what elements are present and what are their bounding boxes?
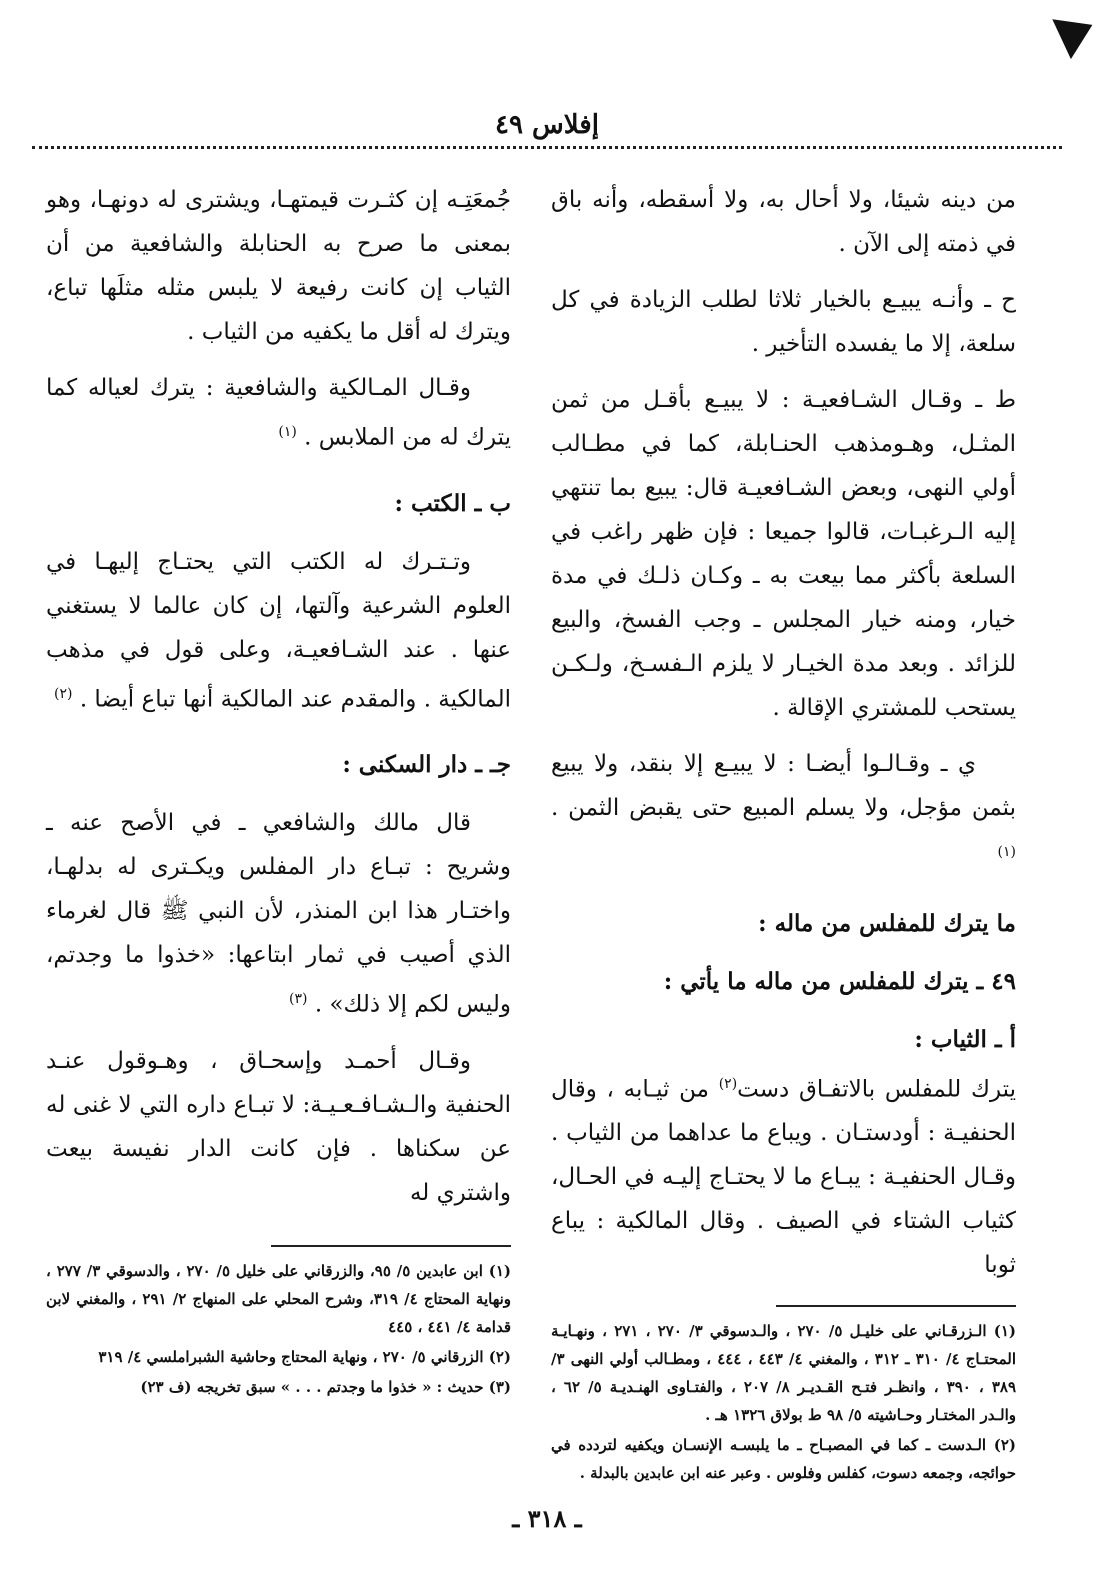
left-column	[46, 178, 511, 1403]
paragraph: ح ـ وأنـه يبيـع بالخيار ثلاثا لطلب الزيادة في كل سلعة، إلا ما يفسده التأخير .	[551, 287, 1016, 357]
paragraph: ط ـ وقـال الشـافعيـة : لا يبيـع بأقـل من ثمن المثـل، وهـومذهب الحنـابلة، كما في مطـالب أولي النهى، وبعض الشـافعيـة قال: يبيع بما تنتهي إليه الـرغبـات، قالوا جميعا : فإن ظهر راغب في السلعة بأكثر مما بيعت به ـ وكـان ذلـك في مدة خيار، ومنه خيار المجلس ـ وجب الفسخ، والبيع للزائد . وبعد مدة الخيـار لا يلزم الـفسـخ، ولـكـن يستحب للمشتري الإقالة .	[551, 387, 1016, 721]
section-heading: ٤٩ ـ يترك للمفلس من ماله ما يأتي :	[663, 967, 1016, 995]
paragraph: وقـال أحمـد وإسحـاق ، وهـوقول عنـد الحنفية والـشـافـعـيـة: لا تبـاع داره التي لا غنى له عن سكناها . فإن كانت الدار نفيسة بيعت واشتري له	[46, 1047, 511, 1206]
paragraph	[551, 742, 1016, 880]
page-number: ـ ٣١٨ ـ	[512, 1504, 582, 1533]
footnote-ref: (٣)	[289, 991, 308, 1008]
paragraph-text: ي ـ وقـالـوا أيضـا : لا يبيـع إلا بنقد، ولا يبيع بثمن مؤجل، ولا يسلم المبيع حتى يقبض الثمن .	[551, 751, 1016, 821]
right-column	[551, 178, 1016, 1489]
paragraph	[46, 540, 511, 722]
paragraph-text: يترك للمفلس بالاتفـاق دست	[737, 1076, 1017, 1103]
paragraph	[46, 801, 511, 1027]
paragraph-text: وتـتـرك له الكتب التي يحتـاج إليهـا في العلوم الشرعية وآلتها، إن كان عالما لا يستغني عنها . عند الشـافعيـة، وعلى قول في مذهب المالكية . والمقدم عند المالكية أنها تباع أيضا .	[46, 548, 511, 713]
section-heading: ما يترك للمفلس من ماله :	[758, 909, 1016, 937]
footnote-ref: (١)	[278, 424, 297, 440]
paragraph: من دينه شيئا، ولا أحال به، ولا أسقطه، وأنه باق في ذمته إلى الآن .	[551, 187, 1016, 257]
footnote-ref: (٢)	[718, 1075, 738, 1092]
paragraph-text: قال مالك والشافعي ـ في الأصح عنه ـ وشريح : تبـاع دار المفلس ويكـترى له بدلهـا، واختـار هذا ابن المنذر، لأن النبي ﷺ قال لغرماء الذي أصيب في ثمار ابتاعها: «خذوا ما وجدتم، وليس لكم إلا ذلك» .	[46, 810, 511, 1018]
section-heading: جـ ـ دار السكنى :	[342, 751, 511, 779]
section-heading: ب ـ الكتب :	[394, 489, 511, 517]
footnote-divider	[271, 1245, 511, 1247]
paragraph: جُمعَتِـه إن كثـرت قيمتهـا، ويشترى له دونهـا، وهو بمعنى ما صرح به الحنابلة والشافعية من أن الثياب إن كانت رفيعة لا يلبس مثله مثلَها تباع، ويترك له أقل ما يكفيه من الثياب .	[46, 187, 511, 345]
header-divider	[32, 146, 1062, 149]
footnote: (١) ابن عابدين ٥/ ٩٥، والزرقاني على خليل ٥/ ٢٧٠ ، والدسوقي ٣/ ٢٧٧ ، ونهاية المحتاج ٤/ ٣١٩، وشرح المحلي على المنهاج ٢/ ٢٩١ ، والمغني لابن قدامة ٤/ ٤٤١ ، ٤٤٥	[46, 1261, 512, 1336]
footnote-ref: (١)	[997, 844, 1016, 860]
footnote: (١) الـزرقـاني على خليـل ٥/ ٢٧٠ ، والـدسوقي ٣/ ٢٧٠ ، ٢٧١ ، ونهـايـة المحتـاج ٤/ ٣١٠ ـ ٣١٢ ، والمغني ٤/ ٤٤٣ ، ٤٤٤ ، ومطـالب أولي النهى ٣/ ٣٨٩ ، ٣٩٠ ، وانظـر فتـح القـديـر ٨/ ٢٠٧ ، والفتـاوى الهنـديـة ٥/ ٦٢ ، والـدر المختـار وحـاشيته ٥/ ٩٨ ط بولاق ١٣٢٦ هـ .	[551, 1322, 1016, 1425]
footnote: (٢) الـدست ـ كما في المصبـاح ـ ما يلبسـه الإنسـان ويكفيه لتردده في حوائجه، وجمعه دسوت، كفلس وفلوس . وعبر عنه ابن عابدين بالبدلة .	[551, 1436, 1016, 1483]
footnote: (٣) حديث : « خذوا ما وجدتم . . . » سبق تخريجه (ف ٢٣)	[140, 1377, 511, 1396]
paragraph-text: من ثيـابه ، وقال الحنفيـة : أودستـان . ويباع ما عداهما من الثياب . وقـال الحنفيـة : يبـاع ما لا يحتـاج إليـه في الحـال، كثياب الشتاء في الصيف . وقال المالكية : يباع ثوبا	[551, 1076, 1016, 1279]
page-header: إفلاس ٤٩	[495, 110, 599, 140]
paragraph	[551, 1062, 1016, 1288]
section-heading: أ ـ الثياب :	[914, 1025, 1016, 1053]
footnote-divider	[776, 1305, 1016, 1307]
footnote: (٢) الزرقاني ٥/ ٢٧٠ ، ونهاية المحتاج وحاشية الشبراملسي ٤/ ٣١٩	[98, 1347, 511, 1366]
corner-mark	[1052, 5, 1094, 59]
paragraph-text: وقـال المـالكية والشافعية : يترك لعياله كما يترك له من الملابس .	[46, 375, 511, 451]
paragraph	[46, 366, 511, 460]
footnote-ref: (٢)	[54, 685, 73, 702]
